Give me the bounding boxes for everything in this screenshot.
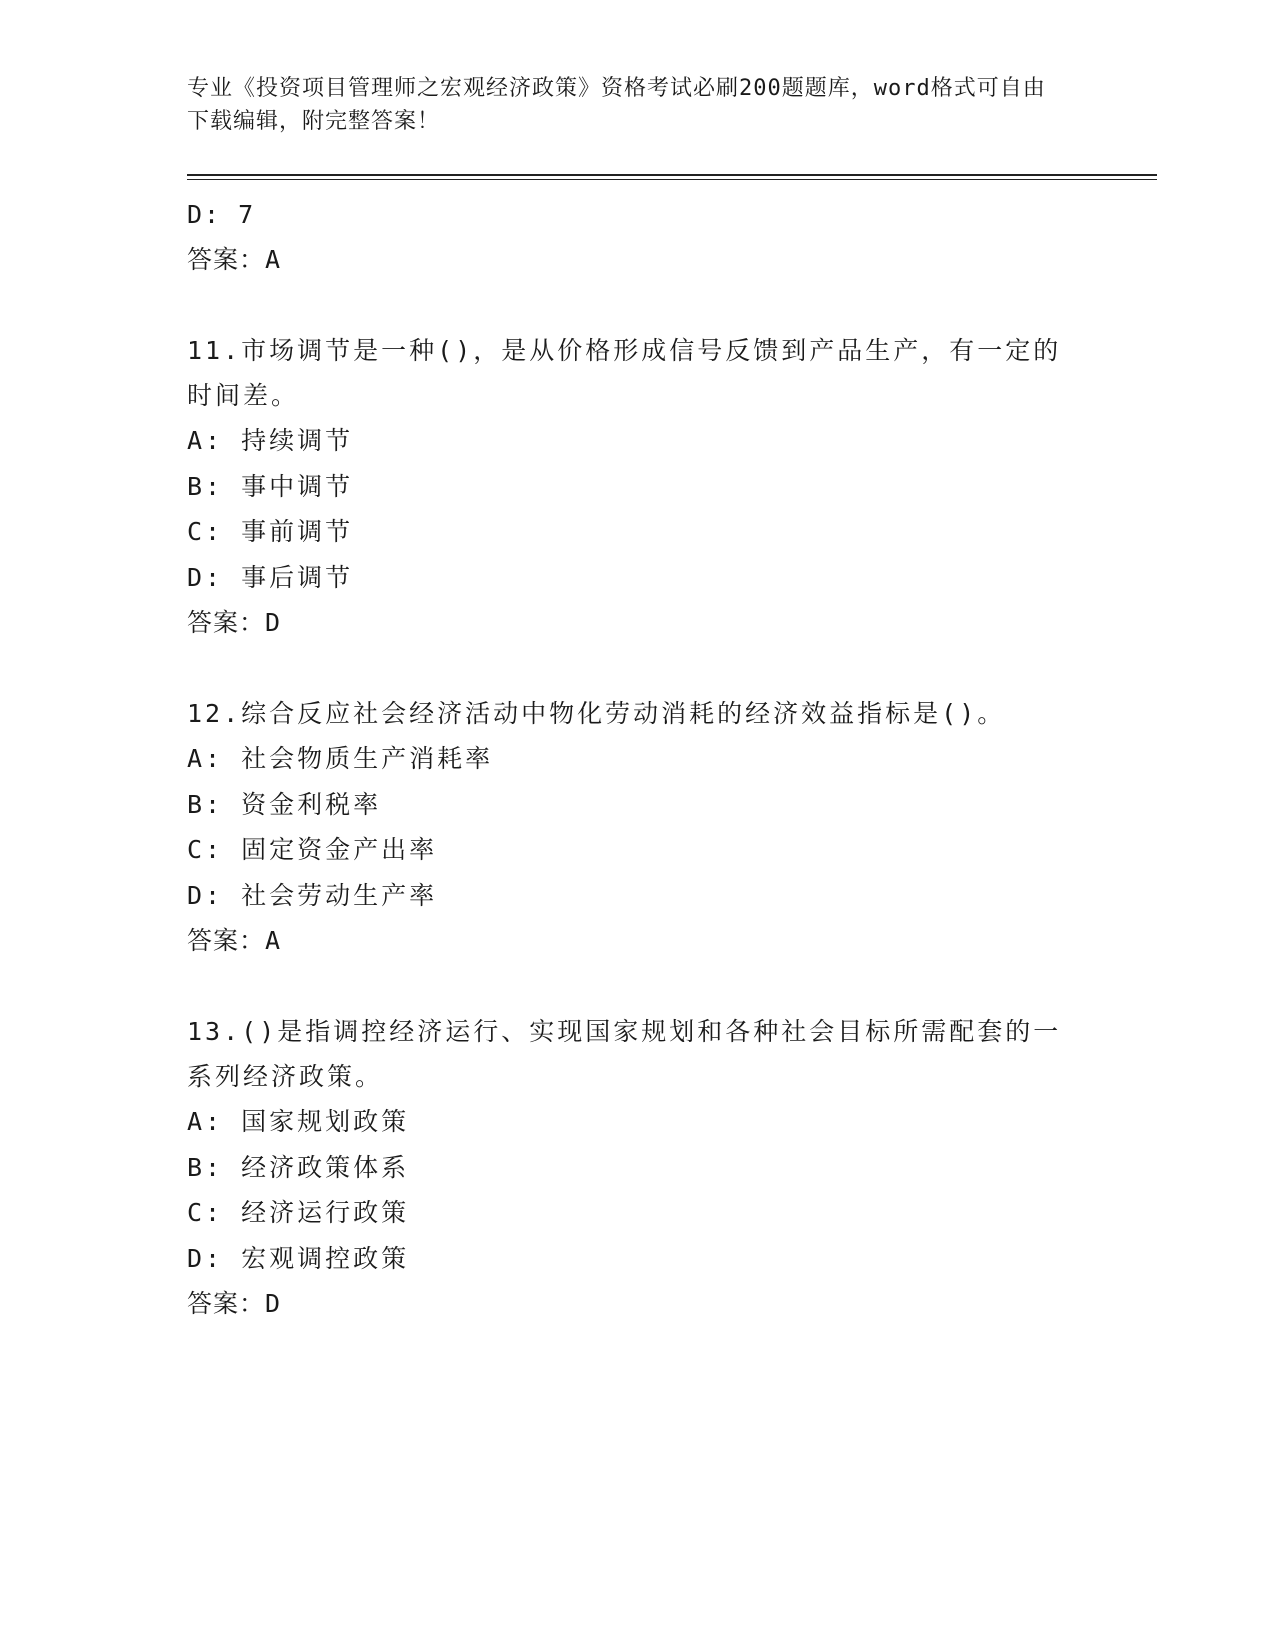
document-page	[187, 72, 1157, 1326]
answer-value: D	[265, 1289, 282, 1318]
question-stem: 12.综合反应社会经济活动中物化劳动消耗的经济效益指标是()。	[187, 699, 1006, 728]
answer-label: 答案：	[187, 245, 266, 274]
answer-label: 答案：	[187, 926, 266, 955]
option-a: A: 社会物质生产消耗率	[187, 744, 494, 773]
previous-option-d: D: 7	[187, 200, 256, 229]
question-13	[187, 1009, 1157, 1326]
option-c: C: 固定资金产出率	[187, 835, 438, 864]
question-answer	[187, 600, 1157, 645]
question-stem: 13.()是指调控经济运行、实现国家规划和各种社会目标所需配套的一系列经济政策。	[187, 1017, 1062, 1091]
option-d: D: 事后调节	[187, 562, 354, 592]
answer-label: 答案：	[187, 608, 266, 637]
option-b: B: 经济政策体系	[187, 1152, 410, 1182]
option-b: B: 事中调节	[187, 471, 354, 501]
option-a: A: 国家规划政策	[187, 1107, 410, 1136]
answer-value: A	[265, 926, 282, 955]
previous-answer	[187, 237, 1157, 282]
header-divider	[187, 174, 1157, 180]
answer-value: D	[265, 608, 282, 637]
answer-value: A	[265, 245, 282, 274]
option-c: C: 经济运行政策	[187, 1198, 410, 1227]
question-stem: 11.市场调节是一种()，是从价格形成信号反馈到产品生产，有一定的时间差。	[187, 336, 1062, 410]
option-c: C: 事前调节	[187, 517, 354, 546]
option-d: D: 宏观调控政策	[187, 1243, 410, 1273]
question-answer	[187, 1281, 1157, 1326]
option-a: A: 持续调节	[187, 426, 354, 455]
question-12	[187, 691, 1157, 963]
question-11	[187, 328, 1157, 645]
answer-label: 答案：	[187, 1289, 266, 1318]
option-d: D: 社会劳动生产率	[187, 880, 438, 910]
option-b: B: 资金利税率	[187, 789, 382, 819]
question-answer	[187, 918, 1157, 963]
document-header: 专业《投资项目管理师之宏观经济政策》资格考试必刷200题题库，word格式可自由下载编辑，附完整答案！	[187, 76, 1046, 134]
